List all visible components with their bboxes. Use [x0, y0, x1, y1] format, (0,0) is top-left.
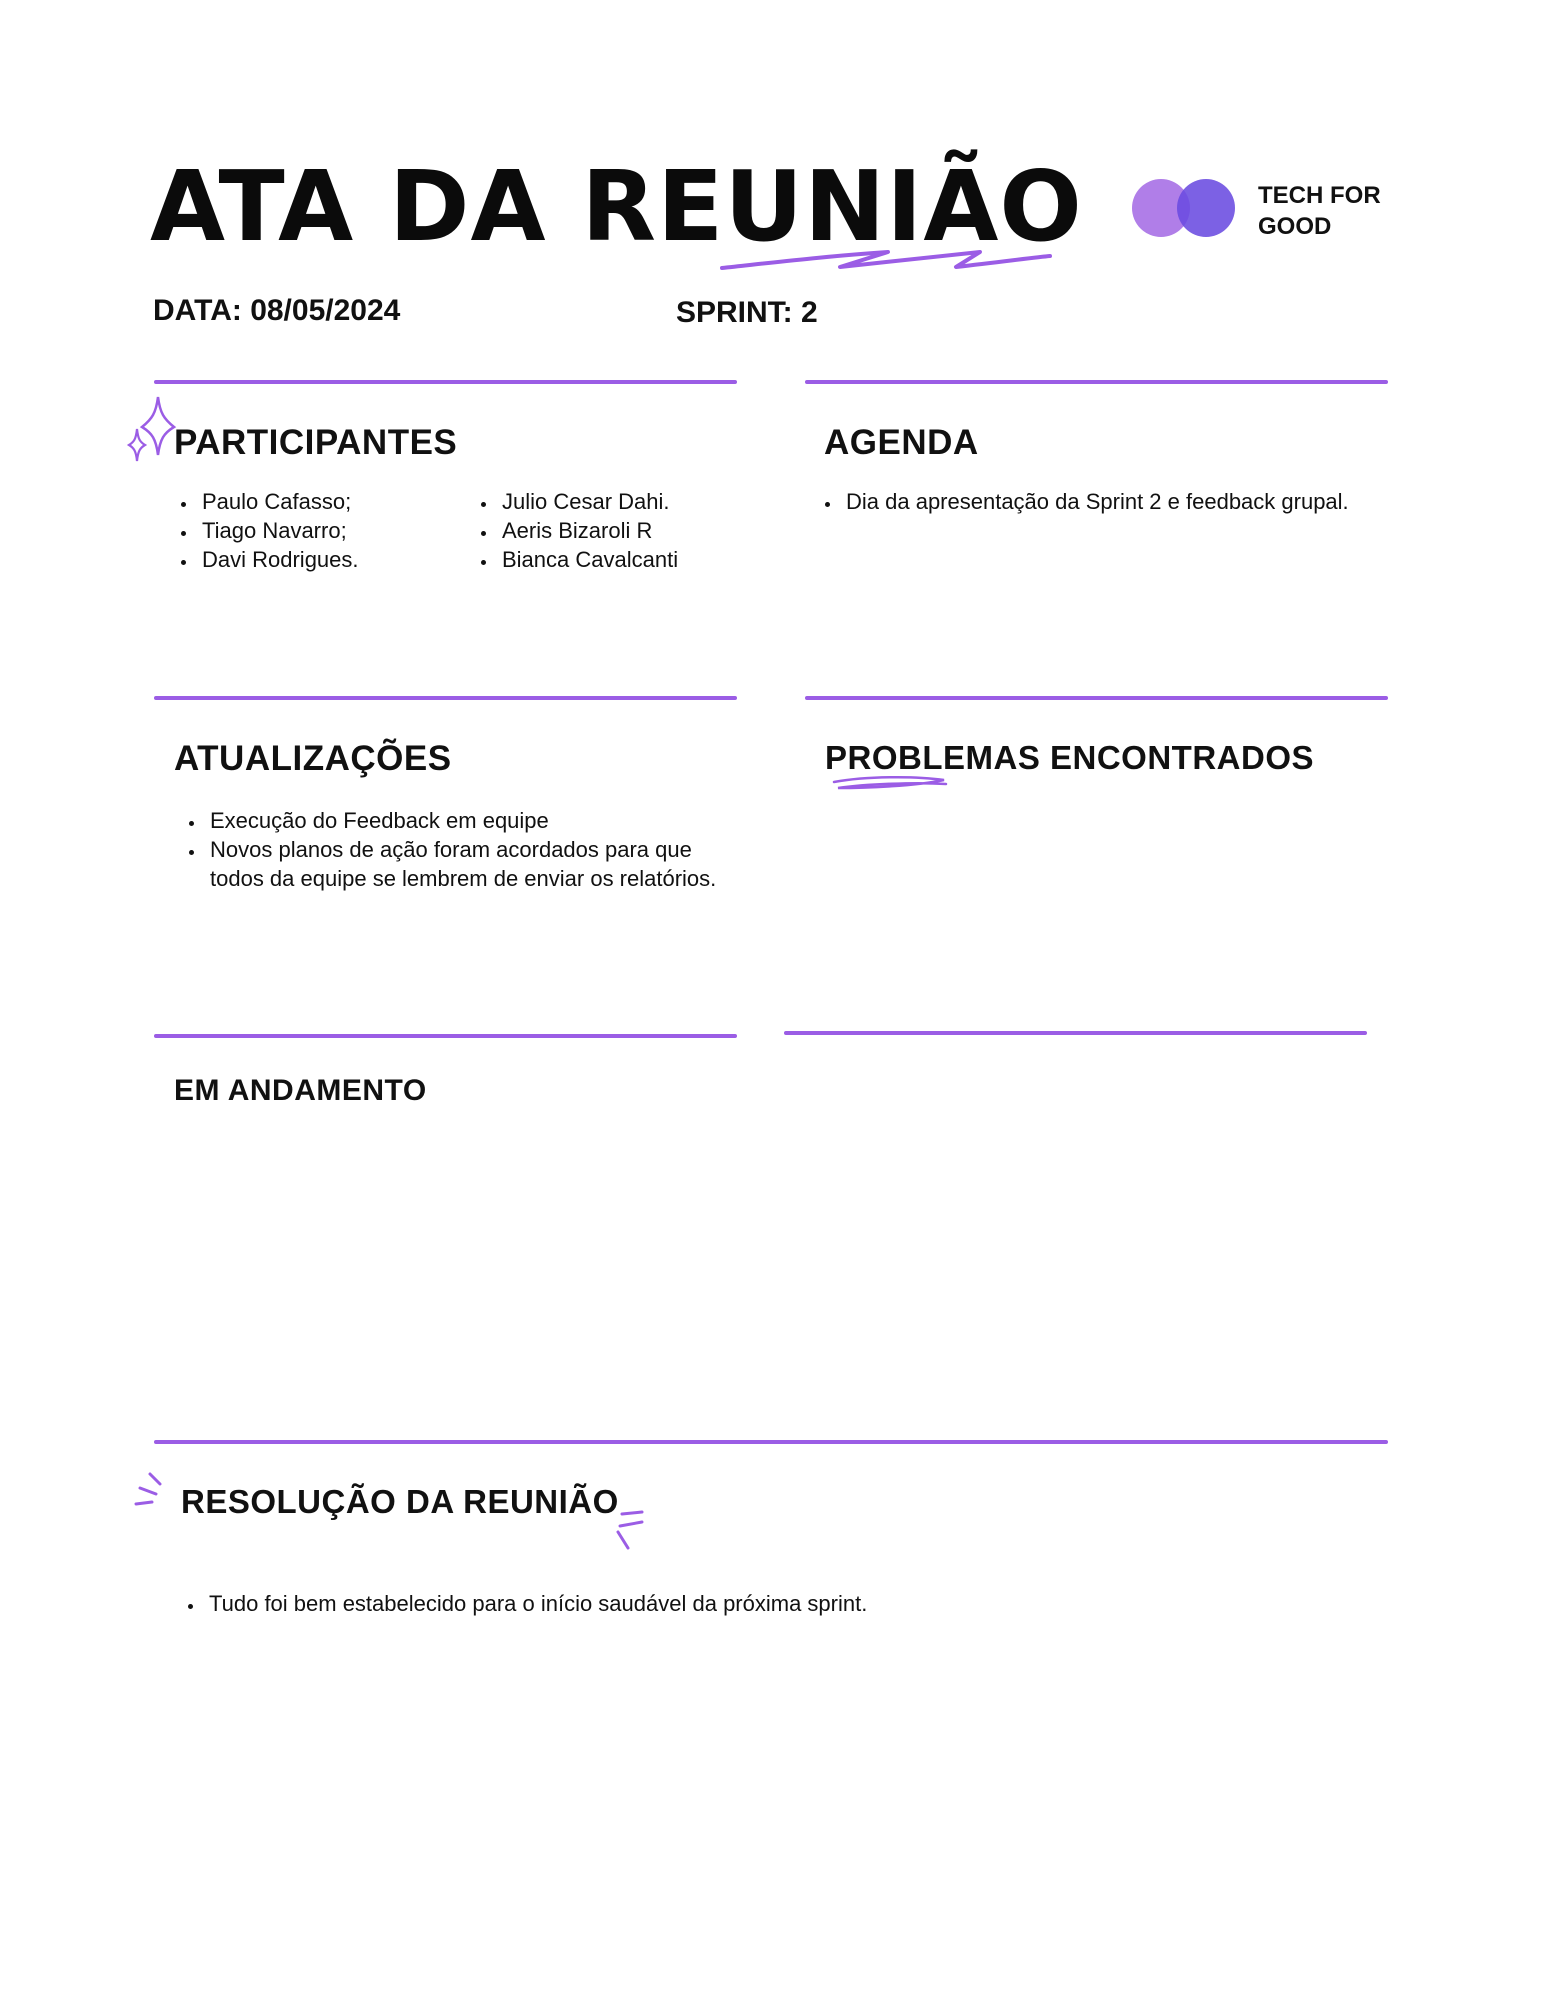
- participant-item: • Paulo Cafasso;: [198, 487, 468, 516]
- participant-item: • Julio Cesar Dahi.: [498, 487, 768, 516]
- section-divider: [805, 696, 1388, 700]
- brand-logo: [1130, 177, 1238, 239]
- section-divider: [154, 380, 737, 384]
- section-divider: [154, 1034, 737, 1038]
- page-title: ATA DA REUNIÃO: [150, 150, 1083, 263]
- agenda-heading: AGENDA: [824, 423, 979, 462]
- overlapping-circles-icon: [1130, 177, 1238, 239]
- section-divider: [154, 696, 737, 700]
- participant-item: • Tiago Navarro;: [198, 516, 468, 545]
- updates-list: [178, 806, 746, 893]
- sparkle-icon: [124, 393, 180, 465]
- agenda-item: • Dia da apresentação da Sprint 2 e feedback grupal.: [842, 487, 1422, 516]
- title-underline-squiggle: [718, 236, 1053, 276]
- agenda-list: [814, 487, 1422, 516]
- participant-item: • Davi Rodrigues.: [198, 545, 468, 574]
- participants-list-right: [470, 487, 768, 574]
- participant-item: • Aeris Bizaroli R: [498, 516, 768, 545]
- in-progress-heading: EM ANDAMENTO: [174, 1074, 427, 1107]
- emphasis-strokes-icon: [128, 1468, 168, 1516]
- emphasis-strokes-icon: [610, 1508, 650, 1556]
- participant-item: • Bianca Cavalcanti: [498, 545, 768, 574]
- section-divider: [805, 380, 1388, 384]
- resolution-heading: RESOLUÇÃO DA REUNIÃO: [181, 1483, 619, 1520]
- update-item: • Execução do Feedback em equipe: [206, 806, 746, 835]
- resolution-item: • Tudo foi bem estabelecido para o início saudável da próxima sprint.: [205, 1589, 1205, 1618]
- resolution-list: [177, 1589, 1205, 1618]
- section-divider: [784, 1031, 1367, 1035]
- sprint-number: SPRINT: 2: [676, 296, 818, 329]
- brand-name-line2: GOOD: [1258, 213, 1332, 240]
- problems-heading: PROBLEMAS ENCONTRADOS: [825, 739, 1315, 776]
- brand-name: [1258, 180, 1398, 242]
- participants-heading: PARTICIPANTES: [174, 423, 458, 462]
- brand-name-line1: TECH FOR: [1258, 182, 1381, 209]
- updates-heading: ATUALIZAÇÕES: [174, 739, 452, 778]
- update-item: • Novos planos de ação foram acordados para que todos da equipe se lembrem de enviar os relatórios.: [206, 835, 746, 893]
- section-divider: [154, 1440, 1388, 1444]
- meeting-date: DATA: 08/05/2024: [153, 294, 401, 327]
- scribble-underline-icon: [826, 768, 950, 796]
- participants-list-left: [170, 487, 468, 574]
